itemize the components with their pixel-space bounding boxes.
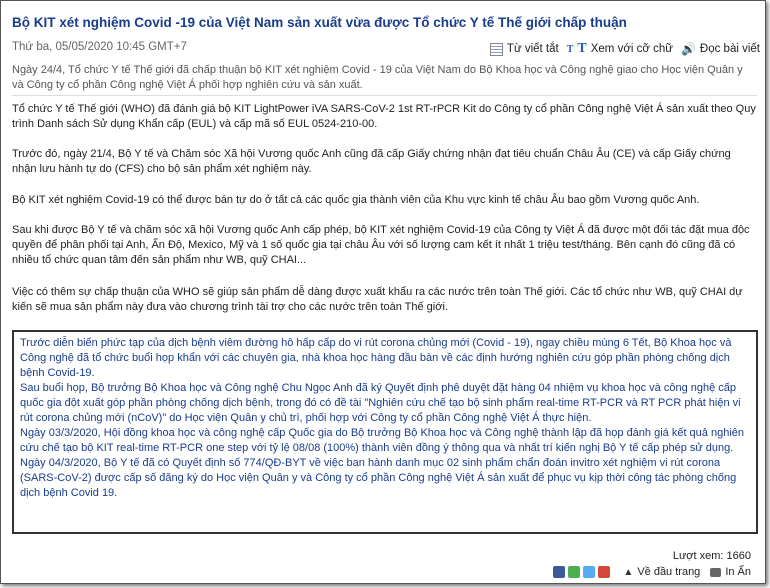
read-aloud-tool[interactable] xyxy=(681,42,760,56)
view-count: Lượt xem: 1660 xyxy=(672,550,751,562)
back-to-top-button[interactable] xyxy=(623,566,700,578)
paragraph: Sau khi được Bộ Y tế và chăm sóc xã hội Vương quốc Anh cấp phép, bộ KIT xét nghiệm Covid-19 của Công ty Việt Á đã được một đối tác đặt mua độc quyền để phân phối tại Anh, Ấn Độ, Mexico, Mỹ và 1 số quốc gia tại châu Âu với số lượng cam kết ít nhất 1 triệu test/tháng. Bên cạnh đó cũng đã có nhiều tổ chức quan tâm đến sản phẩm như WB, quỹ CHAI... xyxy=(12,224,750,266)
abbreviation-label: Từ viết tắt xyxy=(506,43,559,55)
box-paragraph: Ngày 04/3/2020, Bộ Y tế đã có Quyết định số 774/QĐ-BYT về việc ban hành danh mục 02 sinh phẩm chẩn đoán invitro xét nghiệm vi rút corona (SARS-CoV-2) được cấp số đăng ký do Học viện Quân y và Công ty cổ phần Công nghệ Việt Á sản xuất để phục vụ kịp thời công tác phòng chống dịch bệnh Covid 19. xyxy=(20,457,737,499)
read-aloud-label: Đọc bài viết xyxy=(699,43,760,55)
article-meta xyxy=(12,41,760,57)
back-to-top-label: Về đầu trang xyxy=(637,566,701,578)
printer-icon xyxy=(710,568,721,577)
list-icon xyxy=(490,43,503,56)
twitter-share-icon[interactable] xyxy=(583,566,595,578)
share-icon[interactable] xyxy=(568,566,580,578)
text-large-icon[interactable]: T xyxy=(577,41,587,56)
article-title: Bộ KIT xét nghiệm Covid -19 của Việt Nam sản xuất vừa được Tổ chức Y tế Thế giới chấp thuận xyxy=(12,15,627,30)
box-paragraph: Sau buổi họp, Bộ trưởng Bộ Khoa học và Công nghệ Chu Ngọc Anh đã ký Quyết định phê duyệt đặt hàng 04 nhiệm vụ khoa học và công nghệ cấp quốc gia đột xuất góp phần phòng chống dịch bệnh, trong đó có đề tài "Nghiên cứu chế tạo bộ sinh phẩm real-time RT-PCR và RT PCR phát hiện vi rút corona chủng mới (nCoV)" do Học viện Quân y chủ trì, phối hợp với Công ty cổ phần Công nghệ Việt Á thực hiện. xyxy=(20,382,741,424)
print-button[interactable] xyxy=(710,566,751,578)
background-info-box xyxy=(12,330,758,534)
font-size-label: Xem với cỡ chữ xyxy=(590,43,673,55)
box-paragraph: Trước diễn biến phức tạp của dịch bệnh viêm đường hô hấp cấp do vi rút corona chủng mới (Covid - 19), ngay chiều mùng 6 Tết, Bộ Khoa học và Công nghệ đã tổ chức buổi họp khẩn với các chuyên gia, nhà khoa học hàng đầu bàn về các định hướng nghiên cứu góp phần phòng chống dịch bệnh Covid-19. xyxy=(20,337,732,379)
article-date: Thứ ba, 05/05/2020 10:45 GMT+7 xyxy=(12,41,187,53)
paragraph: Tổ chức Y tế Thế giới (WHO) đã đánh giá bộ KIT LightPower iVA SARS-CoV-2 1st RT-rPCR Kit do Công ty cổ phần Công nghệ Việt Á sản xuất theo Quy trình Danh sách Sử dụng Khẩn cấp (EUL) và cấp mã số EUL 0524-210-00. xyxy=(12,103,756,130)
speaker-icon: 🔊 xyxy=(680,42,696,56)
text-small-icon[interactable]: T xyxy=(566,43,574,55)
divider xyxy=(12,95,757,96)
article-lead: Ngày 24/4, Tổ chức Y tế Thế giới đã chấp thuận bộ KIT xét nghiệm Covid - 19 của Việt Nam do Bộ Khoa học và Công nghệ giao cho Học viện Quân y và Công ty cổ phần Công nghệ Việt Á phối hợp nghiên cứu và sản xuất. xyxy=(12,64,743,91)
font-size-tool[interactable] xyxy=(567,41,673,57)
box-paragraph: Ngày 03/3/2020, Hội đồng khoa học và công nghệ cấp Quốc gia do Bộ trưởng Bộ Khoa học và Công nghệ thành lập đã họp đánh giá kết quả nghiên cứu chế tạo bộ KIT real-time RT-PCR one step với tỷ lệ 08/08 (100%) thành viên đồng ý thông qua và nhất trí kiến nghị Bộ Y tế cấp phép sử dụng. xyxy=(20,427,745,454)
google-share-icon[interactable] xyxy=(598,566,610,578)
abbreviation-tool[interactable] xyxy=(490,43,559,56)
paragraph: Việc có thêm sự chấp thuận của WHO sẽ giúp sản phẩm dễ dàng được xuất khẩu ra các nước trên toàn Thế giới. Các tổ chức như WB, quỹ CHAI dự kiến sẽ mua sản phẩm này đưa vào chương trình tài trợ cho các nước trên toàn Thế giới. xyxy=(12,286,743,313)
paragraph: Trước đó, ngày 21/4, Bộ Y tế và Chăm sóc Xã hội Vương quốc Anh cũng đã cấp Giấy chứng nhận đạt tiêu chuẩn Châu Âu (CE) và cấp Giấy chứng nhận lưu hành tự do (CFS) cho bộ sản phẩm xét nghiệm này. xyxy=(12,148,731,175)
arrow-up-icon: ▲ xyxy=(623,566,634,578)
article-footer xyxy=(553,566,751,578)
article-tools xyxy=(482,41,760,57)
paragraph: Bộ KIT xét nghiệm Covid-19 có thể được bán tự do ở tất cả các quốc gia thành viên của Khu vực kinh tế châu Âu bao gồm Vương quốc Anh. xyxy=(12,194,700,206)
facebook-share-icon[interactable] xyxy=(553,566,565,578)
print-label: In Ấn xyxy=(725,566,751,578)
